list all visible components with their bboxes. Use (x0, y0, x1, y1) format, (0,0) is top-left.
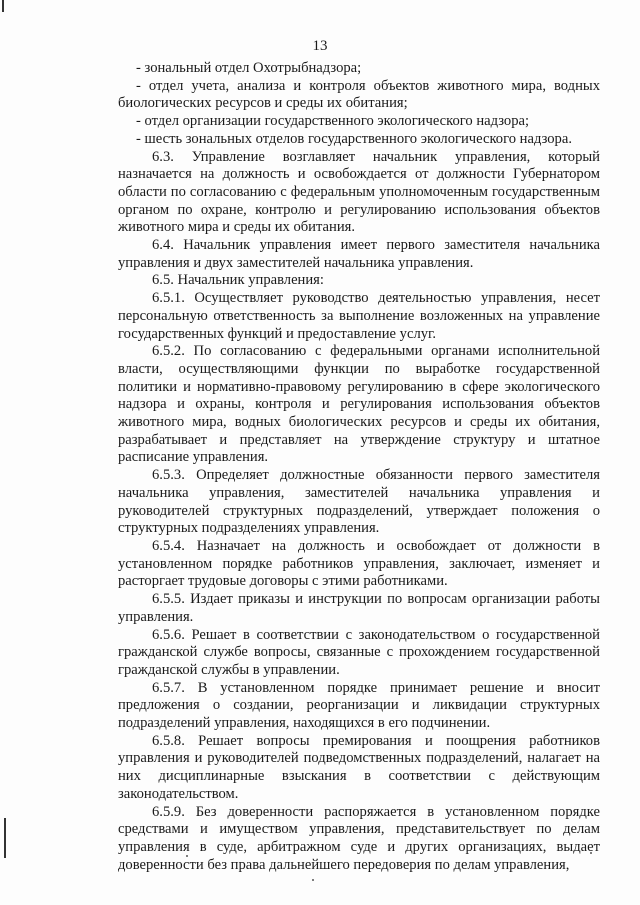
list-item: - отдел учета, анализа и контроля объектов животного мира, водных биологических ресурсов и среды их обитания; (118, 77, 600, 112)
paragraph-6-3: 6.3. Управление возглавляет начальник управления, который назначается на должность и освобождается от должности Губернатором области по согласованию с федеральным уполномоченным государственным органом по охране, контролю и регулированию использования объектов животного мира и среды их обитания. (118, 148, 600, 236)
paragraph-6-5-6: 6.5.6. Решает в соответствии с законодательством о государственной гражданской службе вопросы, связанные с прохождением государственной гражданской службы в управлении. (118, 626, 600, 678)
scan-speck (312, 879, 314, 881)
list-item: - отдел организации государственного экологического надзора; (136, 113, 530, 130)
paragraph-6-5-8: 6.5.8. Решает вопросы премирования и поощрения работников управления и руководителей подведомственных подразделений, налагает на них дисциплинарные взыскания в соответствии с действующим законодательством. (118, 732, 600, 802)
paragraph-6-5-7: 6.5.7. В установленном порядке принимает решение и вносит предложения о создании, реорганизации и ликвидации структурных подразделений управления, находящихся в его подчинении. (118, 679, 600, 732)
list-item: - шесть зональных отделов государственного экологического надзора. (136, 130, 572, 147)
paragraph-6-5-3: 6.5.3. Определяет должностные обязанности первого заместителя начальника управления, заместителей начальника управления и руководителей структурных подразделений, утверждает положения о структурных подразделениях управления. (118, 467, 600, 537)
scan-edge-mark-bottom (4, 818, 6, 858)
paragraph-6-5-2: 6.5.2. По согласованию с федеральными органами исполнительной власти, осуществляющими функции по выработке государственной политики и нормативно-правовому регулированию в сфере экологического надзора и охраны, контроля и регулирования использования объектов животного мира, водных биологических ресурсов и среды их обитания, разрабатывает и представляет на утверждение структуру и штатное расписание управления. (118, 343, 600, 466)
paragraph-6-5: 6.5. Начальник управления: (152, 272, 324, 289)
page-number: 13 (312, 38, 328, 54)
paragraph-6-4: 6.4. Начальник управления имеет первого заместителя начальника управления и двух заместителей начальника управления. (118, 237, 600, 271)
list-item: - зональный отдел Охотрыбнадзора; (136, 60, 362, 76)
paragraph-6-5-1: 6.5.1. Осуществляет руководство деятельностью управления, несет персональную ответственность за выполнение возложенных на управление государственных функций и предоставление услуг. (118, 290, 600, 342)
scan-edge-mark-top (2, 0, 4, 12)
paragraph-6-5-4: 6.5.4. Назначает на должность и освобождает от должности в установленном порядке работников управления, заключает, изменяет и расторгает трудовые договоры с этими работниками. (118, 537, 600, 590)
document-body (118, 60, 600, 874)
paragraph-6-5-5: 6.5.5. Издает приказы и инструкции по вопросам организации работы управления. (118, 591, 600, 625)
paragraph-6-5-9: 6.5.9. Без доверенности распоряжается в установленном порядке средствами и имуществом управления, представительствует по делам управления в суде, арбитражном суде и других организациях, выдает доверенности без права дальнейшего передоверия по делам управления, (118, 803, 600, 873)
